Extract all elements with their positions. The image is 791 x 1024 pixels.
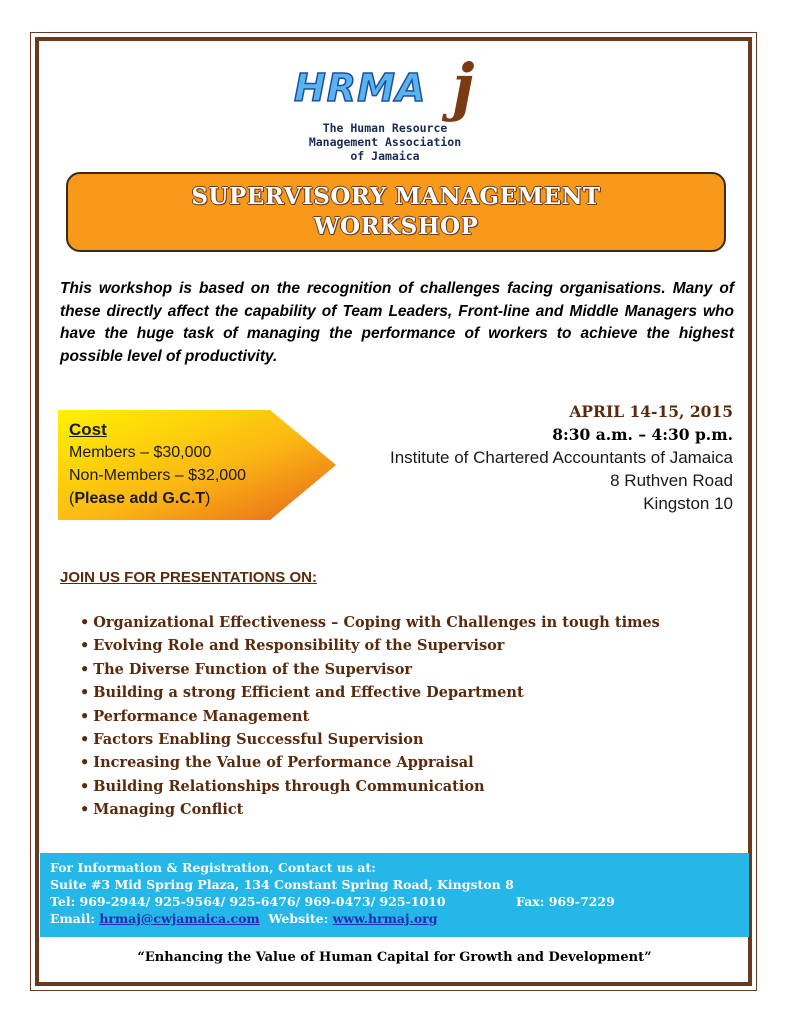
email-link[interactable]: hrmaj@cwjamaica.com — [99, 911, 260, 926]
logo-j-glyph: j — [452, 50, 475, 123]
event-details — [390, 400, 733, 515]
contact-heading: For Information & Registration, Contact us at: — [50, 860, 376, 875]
hrmaj-logo — [294, 50, 484, 123]
gct-open-paren: ( — [69, 490, 75, 507]
event-venue: Institute of Chartered Accountants of Jamaica — [389, 448, 733, 467]
bullet-icon: • — [80, 637, 90, 655]
topic-text: Performance Management — [93, 707, 310, 725]
bullet-icon: • — [80, 684, 90, 702]
contact-address: Suite #3 Mid Spring Plaza, 134 Constant Spring Road, Kingston 8 — [50, 877, 514, 892]
cost-gct — [69, 487, 246, 510]
topic-text: Increasing the Value of Performance Appraisal — [93, 754, 474, 772]
bullet-icon: • — [80, 660, 90, 678]
title-line-1: SUPERVISORY MANAGEMENT — [191, 183, 601, 210]
bullet-icon: • — [80, 707, 90, 725]
website-link[interactable]: www.hrmaj.org — [332, 911, 438, 926]
gct-close-paren: ) — [205, 490, 211, 507]
cost-non-members: Non-Members – $32,000 — [69, 467, 246, 484]
list-item — [80, 705, 660, 728]
contact-band — [40, 853, 749, 937]
workshop-description: This workshop is based on the recognition of challenges facing organisations. Many of these directly affect the capability of Team Leaders, Front-line and Middle Managers who have the huge task of managing the performance of workers to achieve the highest possible level of productivity. — [60, 280, 734, 365]
topic-text: The Diverse Function of the Supervisor — [93, 660, 413, 678]
list-item — [80, 681, 660, 704]
title-banner — [66, 172, 726, 252]
bullet-icon: • — [80, 754, 90, 772]
event-city: Kingston 10 — [643, 494, 733, 513]
list-item — [80, 798, 660, 821]
bullet-icon: • — [80, 731, 90, 749]
list-item — [80, 728, 660, 751]
cost-heading: Cost — [69, 420, 107, 439]
bullet-icon: • — [80, 614, 90, 631]
contact-web-row — [50, 910, 749, 927]
event-date: APRIL 14-15, 2015 — [569, 402, 733, 421]
event-time: 8:30 a.m. – 4:30 p.m. — [552, 425, 733, 444]
contact-tel: Tel: 969-2944/ 925-9564/ 925-6476/ 969-0473/ 925-1010 — [50, 894, 446, 909]
cost-details — [69, 418, 246, 510]
topic-text: Evolving Role and Responsibility of the Supervisor — [93, 637, 505, 655]
join-heading: JOIN US FOR PRESENTATIONS ON: — [60, 569, 317, 586]
list-item — [80, 751, 660, 774]
topic-text: Organizational Effectiveness – Coping with Challenges in tough times — [93, 614, 660, 631]
organization-name — [240, 121, 530, 163]
gct-note: Please add G.C.T — [74, 490, 206, 507]
contact-phone-row — [50, 893, 749, 910]
website-label: Website: — [268, 911, 329, 926]
tagline: “Enhancing the Value of Human Capital for Growth and Development” — [137, 950, 652, 965]
title-line-2: WORKSHOP — [313, 213, 479, 240]
cost-members: Members – $30,000 — [69, 444, 212, 461]
logo-text: HRMA — [294, 66, 427, 110]
topic-list — [80, 611, 660, 822]
bullet-icon: • — [80, 777, 90, 795]
org-line: Management Association — [308, 135, 462, 149]
cost-arrow-panel — [58, 410, 338, 520]
topic-text: Building a strong Efficient and Effective Department — [93, 684, 524, 702]
topic-text: Building Relationships through Communication — [93, 777, 485, 795]
topic-text: Factors Enabling Successful Supervision — [93, 731, 424, 749]
list-item — [80, 634, 660, 657]
event-street: 8 Ruthven Road — [610, 471, 733, 490]
topic-text: Managing Conflict — [93, 801, 244, 819]
list-item — [80, 658, 660, 681]
bullet-icon: • — [80, 801, 90, 819]
list-item — [80, 775, 660, 798]
contact-fax: Fax: 969-7229 — [516, 894, 615, 909]
list-item — [80, 611, 660, 634]
org-line: The Human Resource — [322, 121, 448, 135]
org-line: of Jamaica — [350, 149, 420, 163]
email-label: Email: — [50, 911, 95, 926]
